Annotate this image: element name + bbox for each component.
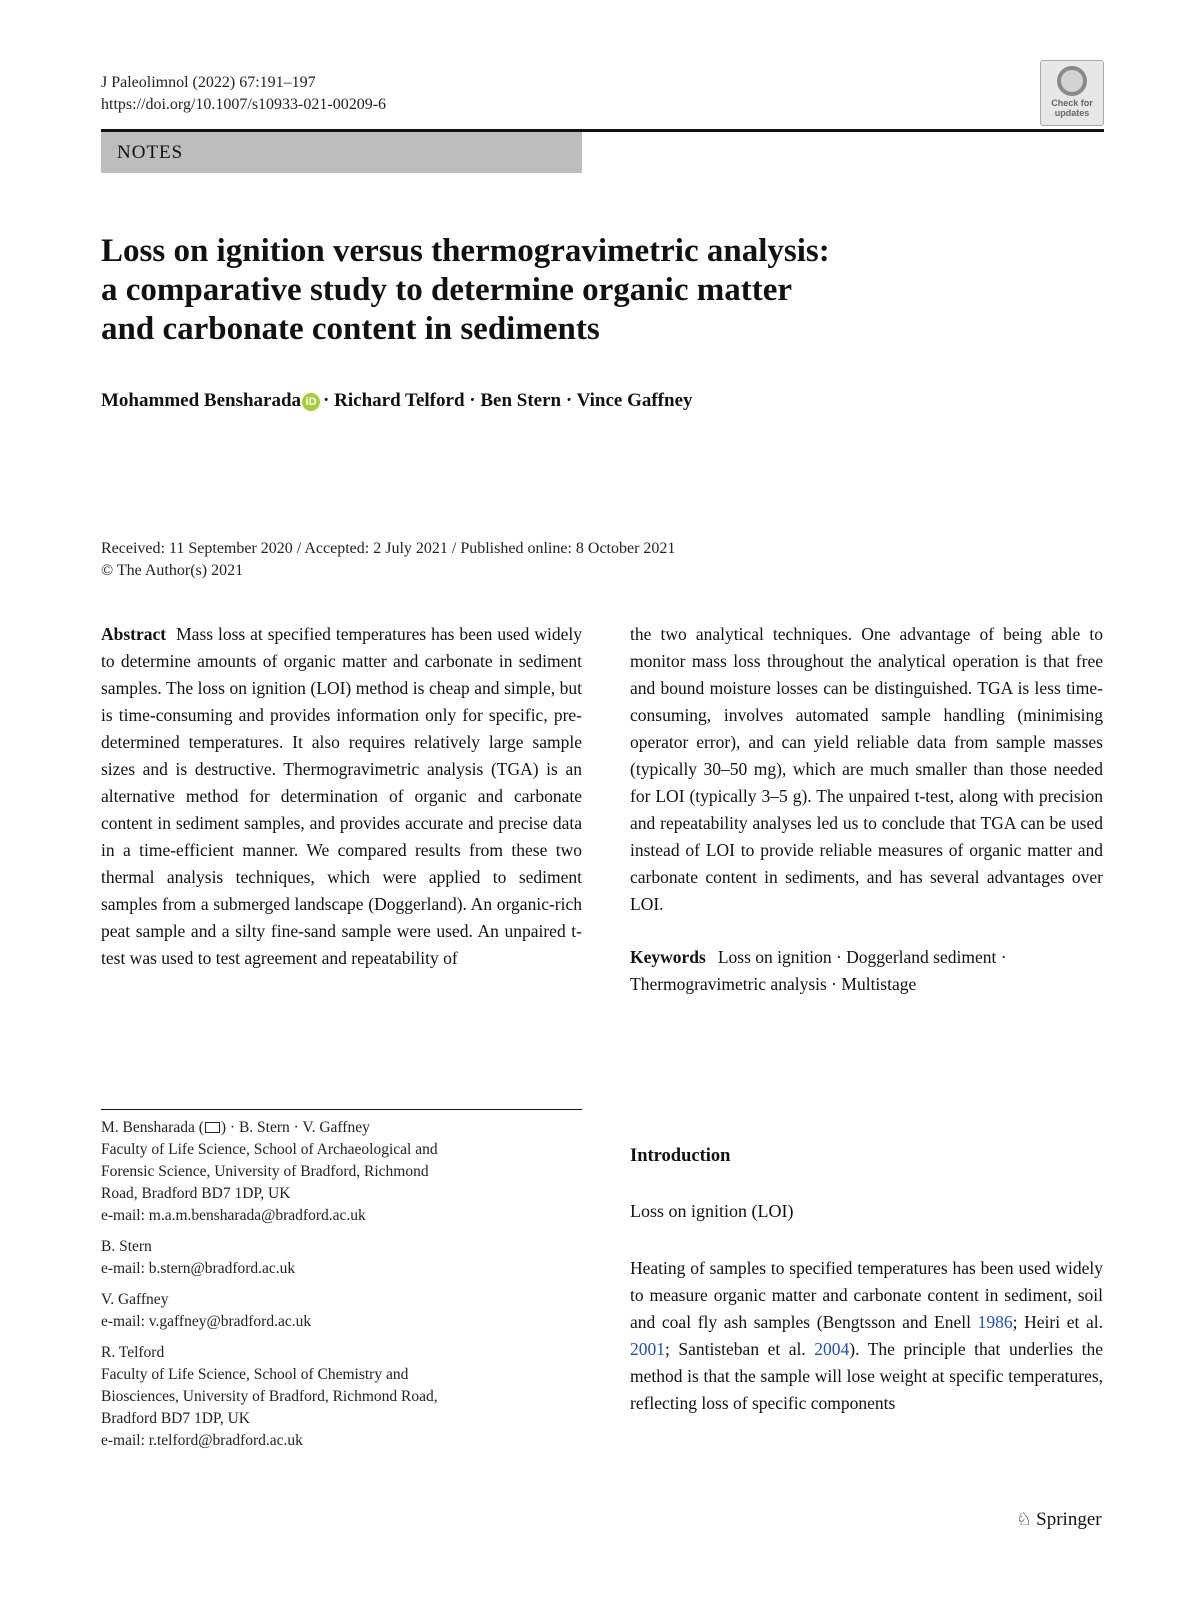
affil-names-b: ) · B. Stern · V. Gaffney bbox=[220, 1119, 370, 1136]
author-list bbox=[101, 390, 693, 412]
affiliation-rule bbox=[101, 1109, 582, 1110]
introduction-paragraph bbox=[630, 1255, 1103, 1417]
journal-reference: J Paleolimnol (2022) 67:191–197 bbox=[101, 74, 316, 91]
affil-line: Faculty of Life Science, School of Archaeological and bbox=[101, 1141, 438, 1158]
keywords-label: Keywords bbox=[630, 947, 706, 967]
keyword-item: Loss on ignition · bbox=[717, 947, 842, 967]
journal-citation-block bbox=[101, 72, 386, 116]
publisher-name: Springer bbox=[1036, 1509, 1102, 1530]
affiliations bbox=[101, 1117, 582, 1461]
intro-text: ; Heiri et al. bbox=[1012, 1312, 1103, 1332]
affil-names-a: M. Bensharada ( bbox=[101, 1119, 204, 1136]
doi-link[interactable]: https://doi.org/10.1007/s10933-021-00209-6 bbox=[101, 96, 387, 113]
affil-email[interactable]: e-mail: b.stern@bradford.ac.uk bbox=[101, 1260, 296, 1277]
section-heading-introduction: Introduction bbox=[630, 1146, 731, 1166]
orcid-icon[interactable]: iD bbox=[302, 393, 320, 411]
affil-name: B. Stern bbox=[101, 1238, 152, 1255]
affil-line: Bradford BD7 1DP, UK bbox=[101, 1410, 250, 1427]
abstract-text-left: Mass loss at specified temperatures has been used widely to determine amounts of organic matter and carbonate in sediment samples. The loss on ignition (LOI) method is cheap and simple, but is time-consuming and provides information only for specific, pre-determined temperatures. It also requires relatively large sample sizes and is destructive. Thermogravimetric analysis (TGA) is an alternative method for determination of organic and carbonate content in sediment samples, and provides accurate and precise data in a time-efficient manner. We compared results from these two thermal analysis techniques, which were applied to sediment samples from a submerged landscape (Doggerland). An organic-rich peat sample and a silty fine-sand sample were used. An unpaired t-test was used to test agreement and repeatability of bbox=[101, 624, 582, 968]
affil-name: R. Telford bbox=[101, 1344, 165, 1361]
dates-line: Received: 11 September 2020 / Accepted: 2 July 2021 / Published online: 8 October 2021 bbox=[101, 540, 676, 557]
keyword-item: Multistage bbox=[841, 974, 917, 994]
intro-text: ). The principle that underlies the method is that the sample will lose weight at specific temperatures, reflecting loss of specific components bbox=[630, 1339, 1103, 1413]
intro-text: ; Santisteban et al. bbox=[665, 1339, 815, 1359]
subsection-heading-loi: Loss on ignition (LOI) bbox=[630, 1201, 794, 1221]
springer-horse-icon: ♘ bbox=[1016, 1509, 1033, 1529]
section-label: NOTES bbox=[117, 142, 184, 163]
affil-email[interactable]: e-mail: v.gaffney@bradford.ac.uk bbox=[101, 1313, 312, 1330]
affiliation-block bbox=[101, 1117, 582, 1227]
keywords bbox=[630, 944, 1103, 998]
affil-email[interactable]: e-mail: r.telford@bradford.ac.uk bbox=[101, 1432, 303, 1449]
affil-line: Road, Bradford BD7 1DP, UK bbox=[101, 1185, 291, 1202]
author-first[interactable]: Mohammed Bensharada bbox=[101, 390, 302, 411]
affil-line: Faculty of Life Science, School of Chemistry and bbox=[101, 1366, 409, 1383]
affiliation-block bbox=[101, 1342, 582, 1452]
author-rest[interactable]: · Richard Telford · Ben Stern · Vince Gaffney bbox=[323, 390, 693, 411]
title-line-1: Loss on ignition versus thermogravimetric analysis: bbox=[101, 233, 830, 269]
affil-email[interactable]: e-mail: m.a.m.bensharada@bradford.ac.uk bbox=[101, 1207, 366, 1224]
mail-icon[interactable] bbox=[205, 1122, 220, 1133]
affil-line: Biosciences, University of Bradford, Richmond Road, bbox=[101, 1388, 438, 1405]
article-title bbox=[101, 232, 1001, 349]
title-line-3: and carbonate content in sediments bbox=[101, 311, 600, 347]
check-updates-label-2: updates bbox=[1054, 108, 1090, 118]
affiliation-block bbox=[101, 1236, 582, 1280]
abstract-right-column bbox=[630, 621, 1103, 998]
check-updates-label-1: Check for bbox=[1051, 98, 1093, 108]
abstract-text-right: the two analytical techniques. One advantage of being able to monitor mass loss throughout the analytical operation is that free and bound moisture losses can be distinguished. TGA is less time-consuming, involves automated sample handling (minimising operator error), and can yield reliable data from sample masses (typically 30–50 mg), which are much smaller than those needed for LOI (typically 3–5 g). The unpaired t-test, along with precision and repeatability analyses led us to conclude that TGA can be used instead of LOI to provide reliable measures of organic matter and carbonate content in sediments, and has several advantages over LOI. bbox=[630, 624, 1103, 914]
abstract-left-column bbox=[101, 621, 582, 972]
citation-link[interactable]: 2001 bbox=[630, 1339, 665, 1359]
section-label-bar bbox=[101, 132, 582, 173]
publisher-logo bbox=[1016, 1509, 1102, 1531]
keyword-item: Thermogravimetric analysis · bbox=[630, 974, 838, 994]
affil-name: V. Gaffney bbox=[101, 1291, 169, 1308]
citation-link[interactable]: 2004 bbox=[814, 1339, 850, 1359]
title-line-2: a comparative study to determine organic matter bbox=[101, 272, 792, 308]
publication-history bbox=[101, 538, 675, 582]
affil-line: Forensic Science, University of Bradford, Richmond bbox=[101, 1163, 429, 1180]
copyright-line: © The Author(s) 2021 bbox=[101, 562, 244, 579]
keyword-item: Doggerland sediment · bbox=[846, 947, 1007, 967]
check-for-updates-badge[interactable] bbox=[1040, 60, 1104, 126]
intro-text: Heating of samples to specified temperatures has been used widely to measure organic matter and carbonate content in sediment, soil and coal fly ash samples (Bengtsson and Enell bbox=[630, 1258, 1103, 1332]
abstract-label: Abstract bbox=[101, 624, 167, 644]
check-updates-icon bbox=[1057, 66, 1087, 96]
citation-link[interactable]: 1986 bbox=[977, 1312, 1013, 1332]
affiliation-block bbox=[101, 1289, 582, 1333]
